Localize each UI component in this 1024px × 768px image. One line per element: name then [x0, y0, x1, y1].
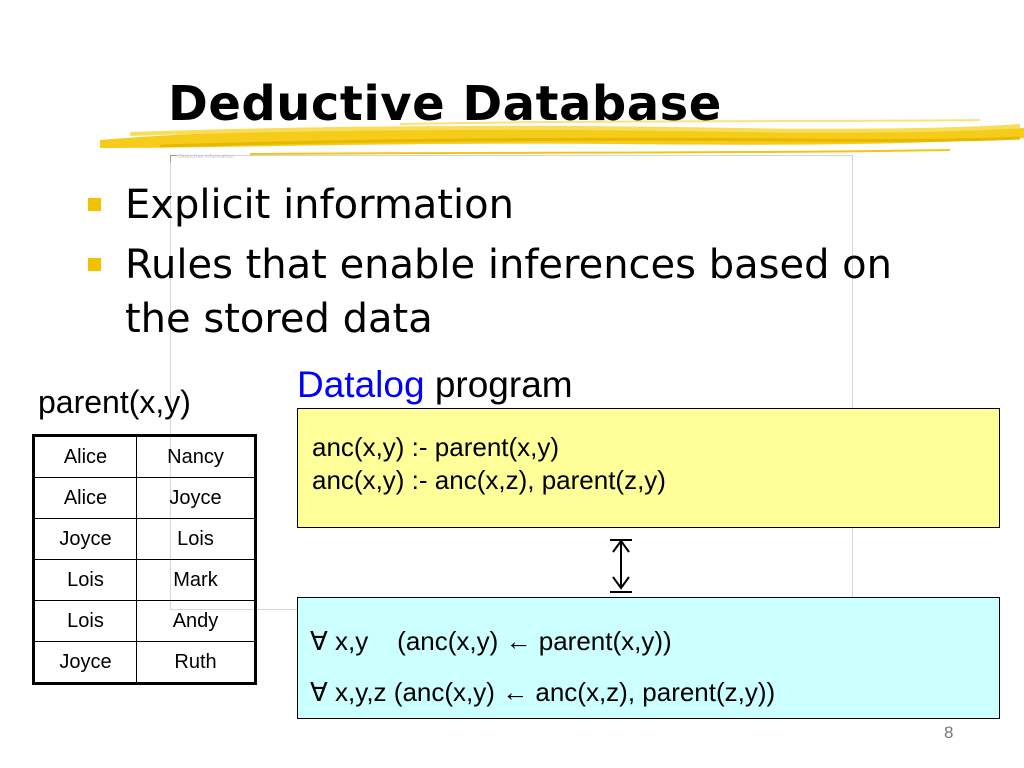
- formula-body: (anc(x,y) ← parent(x,y)): [397, 626, 672, 656]
- bullet-text: Rules that enable inferences based on the stored data: [125, 242, 892, 342]
- table-cell: Joyce: [137, 478, 256, 519]
- bullet-item: [88, 178, 938, 232]
- table-cell: Lois: [34, 601, 137, 642]
- table-row: [34, 519, 256, 560]
- bullet-text: Explicit information: [125, 182, 514, 228]
- table-cell: Alice: [34, 478, 137, 519]
- forall-symbol: ∀: [310, 678, 328, 708]
- table-cell: Ruth: [137, 642, 256, 684]
- bullet-item: [88, 238, 938, 346]
- forall-symbol: ∀: [310, 627, 328, 657]
- table-cell: Joyce: [34, 519, 137, 560]
- datalog-program-label: [297, 364, 573, 406]
- table-row: [34, 601, 256, 642]
- logic-formulas-box: [297, 597, 1000, 719]
- table-cell: Nancy: [137, 436, 256, 478]
- formula-body: (anc(x,y) ← anc(x,z), parent(z,y)): [393, 677, 776, 707]
- table-cell: Lois: [137, 519, 256, 560]
- table-cell: Alice: [34, 436, 137, 478]
- table-cell: Andy: [137, 601, 256, 642]
- table-cell: Mark: [137, 560, 256, 601]
- logic-formula: [310, 616, 999, 667]
- table-row: [34, 560, 256, 601]
- table-row: [34, 478, 256, 519]
- table-row: [34, 642, 256, 684]
- double-arrow-icon: [606, 534, 636, 598]
- datalog-rules-box: [297, 408, 1000, 528]
- square-bullet-icon: [88, 258, 101, 271]
- table-cell: Lois: [34, 560, 137, 601]
- slide-title: Deductive Database: [168, 76, 722, 132]
- quantified-vars: x,y: [335, 626, 369, 656]
- logic-formula: [310, 667, 999, 718]
- bullet-list: [88, 178, 938, 352]
- embedded-object-icon: [170, 155, 177, 162]
- datalog-rule: anc(x,y) :- anc(x,z), parent(z,y): [312, 465, 666, 495]
- embedded-object-caption: Deductive information: [178, 154, 234, 160]
- parent-relation-label: parent(x,y): [38, 384, 191, 420]
- table-row: [34, 436, 256, 478]
- quantified-vars: x,y,z: [335, 677, 387, 707]
- page-number: 8: [944, 723, 954, 742]
- table-cell: Joyce: [34, 642, 137, 684]
- program-word: program: [434, 364, 573, 405]
- square-bullet-icon: [88, 198, 101, 211]
- parent-table: [32, 434, 257, 685]
- datalog-rule: anc(x,y) :- parent(x,y): [312, 432, 560, 462]
- datalog-word: Datalog: [297, 364, 425, 405]
